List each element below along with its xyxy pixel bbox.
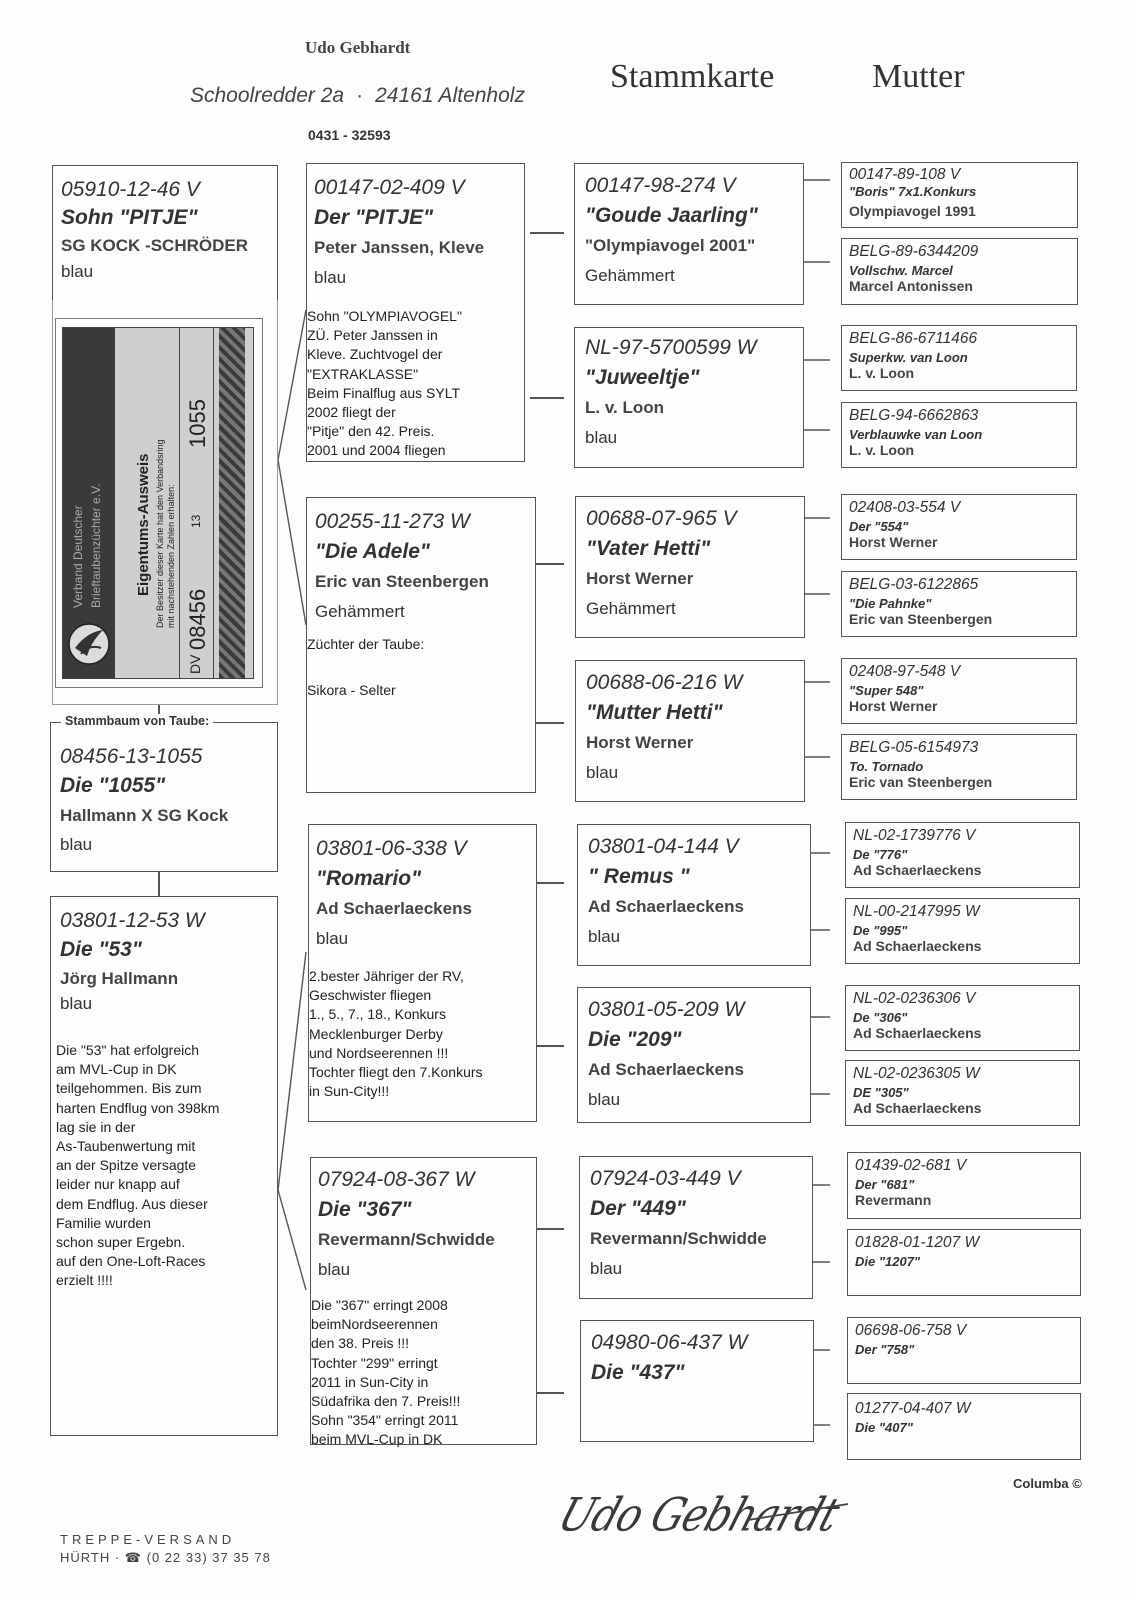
pigeon-name: Vollschw. Marcel	[849, 263, 953, 278]
pedigree-card-g4-4[interactable]	[841, 402, 1077, 468]
achievement-note: Sohn "OLYMPIAVOGEL" ZÜ. Peter Janssen in Kleve. Zuchtvogel der "EXTRAKLASSE" Beim Finalflug aus SYLT 2002 fliegt der "Pitje" den 42. Preis. 2001 und 2004 fliegen	[307, 308, 462, 459]
pedigree-card-mother[interactable]	[50, 896, 278, 1436]
pigeon-color: Gehämmert	[315, 602, 405, 621]
ownership-card-image	[55, 318, 263, 688]
breeder: Horst Werner	[849, 698, 938, 714]
ring-number: 00688-06-216 W	[586, 671, 743, 694]
card-pattern-stripe	[219, 328, 245, 678]
pedigree-card-g4-7[interactable]	[841, 658, 1077, 724]
pigeon-color: blau	[316, 929, 349, 948]
ring-number: 01277-04-407 W	[855, 1400, 971, 1417]
ring-number: BELG-94-6662863	[849, 407, 979, 424]
pigeon-name: Superkw. van Loon	[849, 350, 968, 365]
card-title: Eigentums-Ausweis	[135, 453, 152, 596]
pigeon-name: "Boris" 7x1.Konkurs	[849, 184, 977, 199]
pigeon-name: To. Tornado	[849, 759, 924, 774]
pigeon-name: Der "554"	[849, 519, 909, 534]
pigeon-name: "Juweeltje"	[585, 366, 700, 389]
pigeon-color: blau	[318, 1260, 351, 1279]
pedigree-card-g4-3[interactable]	[841, 325, 1077, 391]
pedigree-card-g4-13[interactable]	[847, 1152, 1081, 1219]
breeder: Horst Werner	[849, 534, 938, 550]
pedigree-card-g4-2[interactable]	[841, 238, 1078, 305]
pigeon-color: Gehämmert	[586, 599, 676, 618]
pigeon-name: Die "1055"	[60, 774, 166, 797]
ring-number: 00147-02-409 V	[314, 176, 465, 199]
ring-number: NL-00-2147995 W	[853, 903, 980, 920]
pedigree-card-g2-4[interactable]	[310, 1157, 537, 1448]
pigeon-name: Die "1207"	[855, 1254, 921, 1269]
pedigree-card-g4-8[interactable]	[841, 734, 1077, 800]
pigeon-color: blau	[61, 262, 94, 281]
pigeon-name: Der "758"	[855, 1342, 915, 1357]
ring-number: 05910-12-46 V	[61, 178, 200, 201]
pigeon-name: DE "305"	[853, 1085, 909, 1100]
ring-number: NL-02-0236305 W	[853, 1065, 980, 1082]
ring-number: BELG-03-6122865	[849, 576, 979, 593]
achievement-note: 2.bester Jähriger der RV, Geschwister fliegen 1., 5., 7., 18., Konkurs Mecklenburger Derby und Nordseerennen !!! Tochter fliegt den 7.Konkurs in Sun-City!!!	[309, 968, 483, 1100]
pigeon-name: Die "437"	[591, 1361, 685, 1384]
dove-logo-icon	[67, 618, 111, 670]
ring-number: 01828-01-1207 W	[855, 1234, 980, 1251]
pedigree-card-g4-12[interactable]	[845, 1060, 1080, 1126]
pigeon-name: "Die Pahnke"	[849, 596, 932, 611]
pigeon-name: Der "449"	[590, 1197, 686, 1220]
breeder: Peter Janssen, Kleve	[314, 238, 485, 257]
pigeon-color: blau	[590, 1259, 623, 1278]
breeder: L. v. Loon	[849, 442, 915, 458]
pedigree-card-g3-2[interactable]	[574, 327, 804, 468]
pigeon-name: Die "53"	[60, 938, 142, 961]
breeder: "Olympiavogel 2001"	[585, 236, 756, 255]
pedigree-card-g2-2[interactable]	[306, 497, 536, 793]
pedigree-card-g4-15[interactable]	[847, 1317, 1081, 1384]
pigeon-name: Die "209"	[588, 1028, 682, 1051]
address-city: 24161 Altenholz	[375, 84, 525, 107]
pigeon-name: "Goude Jaarling"	[585, 204, 758, 227]
pedigree-card-g3-6[interactable]	[577, 987, 811, 1123]
pigeon-color: Gehämmert	[585, 266, 675, 285]
breeder: Horst Werner	[586, 733, 694, 752]
ring-number: 02408-03-554 V	[849, 499, 961, 516]
pedigree-card-g4-11[interactable]	[845, 985, 1080, 1051]
pigeon-color: blau	[586, 763, 619, 782]
ring-number: 03801-04-144 V	[588, 835, 739, 858]
pedigree-card-g2-3[interactable]	[308, 824, 537, 1122]
printer-contact: HÜRTH · ☎ (0 22 33) 37 35 78	[60, 1550, 271, 1565]
pedigree-card-g3-5[interactable]	[577, 824, 811, 966]
ring-number: 07924-03-449 V	[590, 1167, 741, 1190]
pigeon-name: "Romario"	[316, 867, 422, 890]
ring-number: 00688-07-965 V	[586, 507, 737, 530]
card-text-line1: Der Besitzer dieser Karte hat den Verbandsring	[155, 439, 165, 628]
ring-number: NL-02-0236306 V	[853, 990, 976, 1007]
pigeon-name: "Mutter Hetti"	[586, 701, 723, 724]
ring-number: BELG-86-6711466	[849, 330, 978, 347]
copyright-label: Columba ©	[1013, 1476, 1082, 1491]
breeder-name: Udo Gebhardt	[305, 38, 411, 57]
pedigree-card-g3-7[interactable]	[579, 1156, 813, 1299]
subject-caption: Stammbaum von Taube:	[61, 714, 213, 728]
breeder: Eric van Steenbergen	[849, 611, 993, 627]
signature	[548, 1490, 868, 1560]
card-serial: 1055	[185, 399, 210, 448]
card-org-line2: Brieftaubenzüchter e.V.	[89, 483, 103, 608]
connector-mother-line	[278, 952, 306, 1290]
ring-number: 00147-98-274 V	[585, 174, 736, 197]
ring-number: 07924-08-367 W	[318, 1168, 475, 1191]
breeder-phone: 0431 - 32593	[308, 127, 391, 143]
ring-number: BELG-05-6154973	[849, 739, 979, 756]
printer-name: TREPPE-VERSAND	[60, 1532, 236, 1547]
breeder: Ad Schaerlaeckens	[853, 1100, 982, 1116]
pedigree-card-g4-6[interactable]	[841, 571, 1077, 637]
breeder: Revermann	[855, 1192, 932, 1208]
pigeon-name: "Vater Hetti"	[586, 537, 711, 560]
pigeon-color: blau	[585, 428, 618, 447]
breeder: Ad Schaerlaeckens	[588, 1060, 744, 1079]
pedigree-card-g4-14[interactable]	[847, 1229, 1081, 1296]
card-text-line2: mit nachstehenden Zahlen erhalten:	[166, 484, 176, 628]
pedigree-card-g3-8[interactable]	[580, 1320, 814, 1442]
breeder: L. v. Loon	[849, 365, 915, 381]
pedigree-card-g4-5[interactable]	[841, 494, 1077, 560]
ring-number: 00147-89-108 V	[849, 166, 961, 183]
pedigree-card-g2-1[interactable]	[306, 163, 525, 462]
ring-number: 02408-97-548 V	[849, 663, 961, 680]
pigeon-color: blau	[60, 994, 93, 1013]
achievement-note: Die "53" hat erfolgreich am MVL-Cup in DK teilgehommen. Bis zum harten Endflug von 398km lag sie in der As-Taubenwertung mit an der Spitze versagte leider nur knapp auf dem Endflug. Aus dieser Familie wurden schon super Ergebn. auf den One-Loft-Races erzielt !!!!	[56, 1042, 220, 1289]
pigeon-name: Der "PITJE"	[314, 206, 434, 229]
pedigree-card-g3-1[interactable]	[574, 163, 804, 305]
ring-number: 03801-06-338 V	[316, 837, 467, 860]
pigeon-color: blau	[588, 1090, 621, 1109]
breeder-address: Schoolredder 2a · 24161 Altenholz	[190, 84, 525, 107]
pedigree-card-g4-1[interactable]	[841, 162, 1078, 228]
breeder: Ad Schaerlaeckens	[853, 1025, 982, 1041]
signature-flourish	[548, 1490, 868, 1560]
ring-number: 01439-02-681 V	[855, 1157, 967, 1174]
pigeon-color: blau	[314, 268, 347, 287]
breeder: Eric van Steenbergen	[315, 572, 489, 591]
pigeon-name: Die "407"	[855, 1420, 913, 1435]
ring-number: 03801-05-209 W	[588, 998, 745, 1021]
pedigree-card-g4-10[interactable]	[845, 898, 1080, 964]
pigeon-name: Sohn "PITJE"	[61, 206, 198, 229]
pigeon-name: "Super 548"	[849, 683, 924, 698]
pigeon-color: blau	[588, 927, 621, 946]
card-number: 08456	[185, 588, 210, 650]
ring-number: 03801-12-53 W	[60, 909, 205, 932]
pedigree-card-g3-4[interactable]	[575, 660, 805, 802]
breeder: Eric van Steenbergen	[849, 774, 993, 790]
pigeon-name: " Remus "	[588, 865, 690, 888]
pigeon-name: "Die Adele"	[315, 540, 430, 563]
ring-number: 00255-11-273 W	[315, 510, 470, 533]
card-prefix: DV	[187, 654, 203, 674]
ring-number: 06698-06-758 V	[855, 1322, 967, 1339]
breeder: Olympiavogel 1991	[849, 203, 976, 219]
breeder: Ad Schaerlaeckens	[853, 862, 982, 878]
breeder: Hallmann X SG Kock	[60, 806, 229, 825]
card-org-line1: Verband Deutscher	[71, 505, 85, 608]
pigeon-name: Verblauwke van Loon	[849, 427, 983, 442]
pedigree-card-g4-9[interactable]	[845, 822, 1080, 888]
breeder-note: Züchter der Taube: Sikora - Selter	[307, 636, 425, 698]
pedigree-card-g3-3[interactable]	[575, 496, 805, 638]
breeder: Ad Schaerlaeckens	[316, 899, 472, 918]
ring-number: BELG-89-6344209	[849, 243, 979, 260]
breeder: Marcel Antonissen	[849, 278, 973, 294]
breeder: Ad Schaerlaeckens	[853, 938, 982, 954]
breeder: Revermann/Schwidde	[318, 1230, 495, 1249]
pigeon-name: De "995"	[853, 923, 908, 938]
ring-number: 04980-06-437 W	[591, 1331, 748, 1354]
pigeon-name: De "306"	[853, 1010, 908, 1025]
breeder: Ad Schaerlaeckens	[588, 897, 744, 916]
breeder: Revermann/Schwidde	[590, 1229, 767, 1248]
pigeon-name: Der "681"	[855, 1177, 915, 1192]
ring-number: NL-97-5700599 W	[585, 336, 757, 359]
breeder: Jörg Hallmann	[60, 969, 179, 988]
card-year: 13	[189, 514, 203, 528]
ring-number: 08456-13-1055	[60, 745, 203, 768]
breeder: SG KOCK -SCHRÖDER	[61, 236, 249, 255]
breeder: L. v. Loon	[585, 398, 665, 417]
page-subtitle: Mutter	[872, 58, 965, 95]
achievement-note: Die "367" erringt 2008 beimNordseerennen den 38. Preis !!! Tochter "299" erringt 2011 in Sun-City in Südafrika den 7. Preis!!! Sohn "354" erringt 2011 beim MVL-Cup in DK	[311, 1297, 461, 1448]
pigeon-color: blau	[60, 835, 93, 854]
breeder: Horst Werner	[586, 569, 694, 588]
pigeon-name: Die "367"	[318, 1198, 412, 1221]
pigeon-name: De "776"	[853, 847, 908, 862]
connector-father-line	[278, 310, 306, 625]
signature-text: Udo Gebhardt	[552, 1489, 845, 1542]
pedigree-card-subject[interactable]	[50, 714, 278, 872]
ring-number: NL-02-1739776 V	[853, 827, 976, 844]
address-street: Schoolredder 2a	[190, 84, 345, 107]
pedigree-card-g4-16[interactable]	[847, 1393, 1081, 1460]
page-title: Stammkarte	[610, 58, 775, 95]
